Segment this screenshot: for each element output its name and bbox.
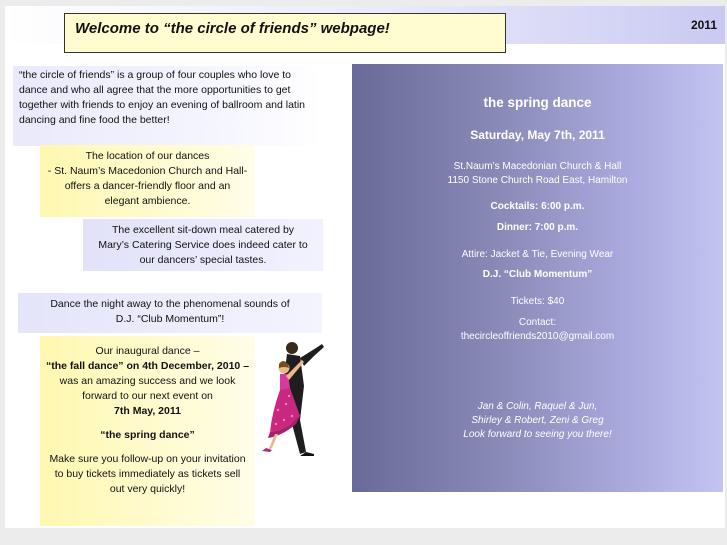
dj-box <box>18 293 322 333</box>
event-panel <box>352 64 723 492</box>
inaugural-line: was an amazing success and we look <box>59 375 236 387</box>
event-title: the spring dance <box>483 95 592 110</box>
inaugural-line: out very quickly! <box>109 483 186 495</box>
year-label: 2011 <box>690 18 717 32</box>
hosts-line: Look forward to seeing you there! <box>463 429 612 440</box>
venue-address: 1150 Stone Church Road East, Hamilton <box>447 175 628 186</box>
contact-email[interactable]: thecircleoffriends2010@gmail.com <box>460 331 615 342</box>
attire-info: Attire: Jacket & Tie, Evening Wear <box>461 249 614 260</box>
contact-info <box>352 316 723 344</box>
catering-line: our dancers’ special tastes. <box>139 254 267 266</box>
dj-line: D.J. “Club Momentum”! <box>115 313 225 325</box>
dj-info: D.J. “Club Momentum” <box>482 269 593 280</box>
welcome-banner: Welcome to “the circle of friends” webpage! <box>64 13 506 53</box>
event-date: Saturday, May 7th, 2011 <box>470 128 605 142</box>
hosts-line: Shirley & Robert, Zeni & Greg <box>471 415 604 426</box>
catering-box <box>83 219 323 271</box>
inaugural-line: Our inaugural dance – <box>95 345 200 357</box>
contact-label: Contact: <box>518 317 557 328</box>
location-line: - St. Naum’s Macedonion Church and Hall- <box>47 165 248 177</box>
inaugural-line: forward to our next event on <box>82 390 213 402</box>
hosts-message <box>352 400 723 442</box>
inaugural-line: “the fall dance” on 4th December, 2010 – <box>45 360 250 372</box>
dj-line: Dance the night away to the phenomenal sounds of <box>50 298 290 310</box>
tickets-price: Tickets: $40 <box>510 296 565 307</box>
location-line: The location of our dances <box>85 150 210 162</box>
inaugural-box <box>40 336 255 526</box>
dinner-time: Dinner: 7:00 p.m. <box>496 222 579 233</box>
dancing-couple-image <box>256 338 332 456</box>
catering-line: Mary’s Catering Service does indeed cater to <box>98 239 308 251</box>
event-venue <box>352 160 723 188</box>
location-box <box>40 145 255 217</box>
inaugural-event-name: “the spring dance” <box>100 429 195 441</box>
cocktails-time: Cocktails: 6:00 p.m. <box>490 201 585 212</box>
location-line: elegant ambience. <box>104 195 191 207</box>
location-line: offers a dancer-friendly floor and an <box>64 180 231 192</box>
venue-name: St.Naum’s Macedonian Church & Hall <box>453 161 622 172</box>
catering-line: The excellent sit-down meal catered by <box>111 224 295 236</box>
inaugural-date: 7th May, 2011 <box>114 405 181 417</box>
hosts-line: Jan & Colin, Raquel & Jun, <box>477 401 598 412</box>
intro-text: “the circle of friends” is a group of four couples who love to dance and who all agree that the more opportunities to get together with friends to enjoy an evening of ballroom and latin dancing and fine food the better! <box>13 66 321 146</box>
inaugural-line: Make sure you follow-up on your invitation <box>49 453 246 465</box>
inaugural-line: to buy tickets immediately as tickets sell <box>54 468 241 480</box>
